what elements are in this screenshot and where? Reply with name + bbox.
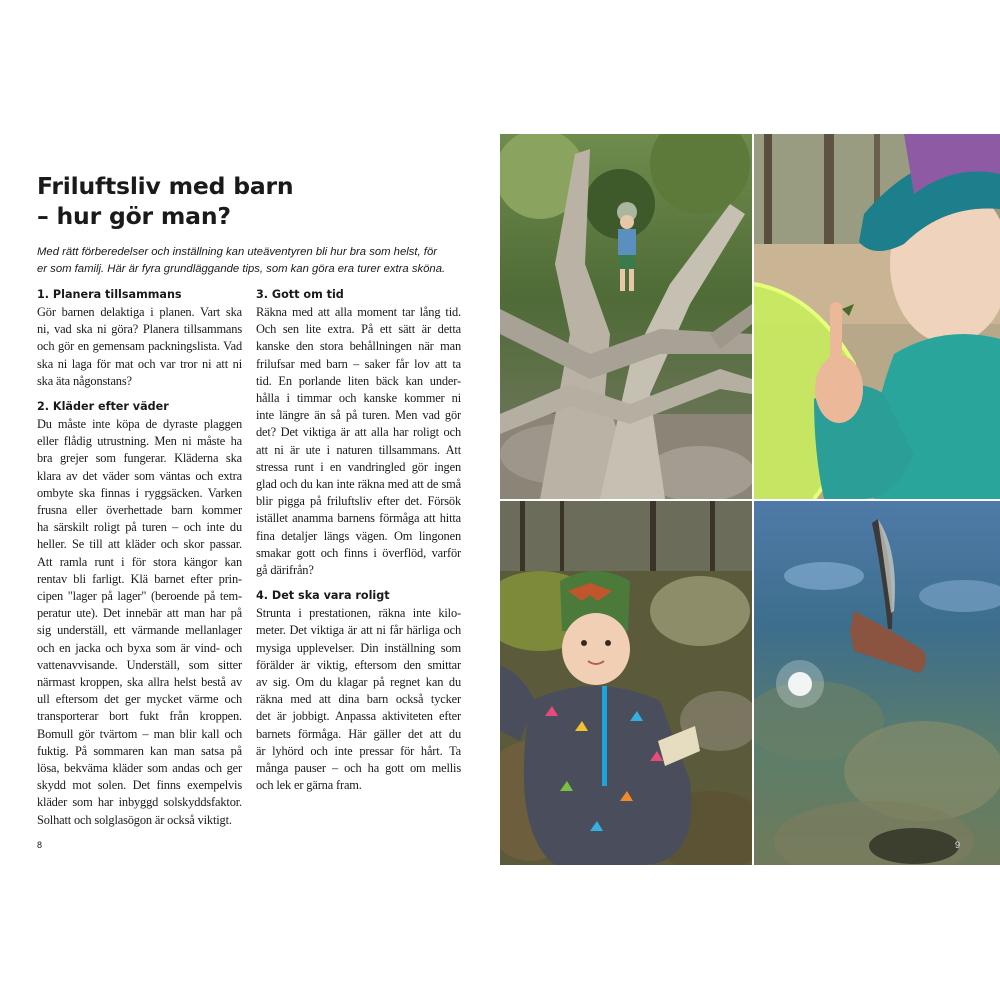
body-line: ni, vad ska ni göra? Planera tillsammans [37,322,242,337]
section-fun [256,588,461,794]
body-line: heller. Se till att kläder och skor passar. [37,537,242,552]
body-line: av sig. Om du klagar på regnet kan du [256,675,461,690]
section-clothes [37,399,242,829]
body-line: att ni är ute i naturen tillsammans. Att [256,442,461,457]
section-time [256,287,461,579]
body-line: ull eftersom det ger mycket värme och [37,692,242,707]
body-line: klara av det väder som väntas och extra [37,468,242,483]
page-title [37,171,477,231]
body-line: skydd mot solen. Det finns exempelvis [37,778,242,793]
body-line: Bomull gör tvärtom – man blir kall och [37,726,242,741]
intro-text [37,244,465,278]
body-line: tid. En porlande liten bäck kan under- [256,373,461,388]
body-line: Att ramla runt i för stora kängor kan [37,554,242,569]
body-line: Strunta i prestationen, räkna inte kilo- [256,606,461,621]
photo-icon [754,501,1000,865]
body-line: fuktig. På sommaren kan man satsa på [37,743,242,758]
photo-child-climbing-driftwood [500,134,752,499]
body-line: istället anamma barnens förmåga att hitta [256,511,461,526]
body-line: Och sen lite extra. På ett sätt är detta [256,322,461,337]
body-line: sig underställ, ett värmande mellanlager [37,623,242,638]
intro-line-1: Med rätt förberedelser och inställning kan uteäventyren bli hur bra som helst, för [37,246,437,258]
title-line-1: Friluftsliv med barn [37,172,294,200]
body-line: stressa runt i en vandringled gör ingen [256,459,461,474]
body-line: frilufsar med barn – saker får lov att ta [256,356,461,371]
body-line: det är jobbigt. Anpassa aktiviteten efter [256,709,461,724]
body-line: bra grejer som fungerar. Kläderna ska [37,451,242,466]
body-line: är lyhörd och inte pressar för hårt. Ta [256,743,461,758]
body-line: och lek er gärna fram. [256,778,362,793]
body-line: och gör en gemensam packningslista. Vad [37,339,242,354]
body-line: blir pigga på friluftsliv efter det. Försök [256,494,461,509]
section-body [256,304,461,579]
page-number-right: 9 [955,840,961,850]
body-line: och en jacka och byxa som är vind- och [37,640,242,655]
body-line: hålla i timmar och kanske kommer ni [256,391,461,406]
body-line: kanske den stora behållningen när man [256,339,461,354]
body-line: närmast kroppen, ska allra helst bestå av [37,675,242,690]
text-column-left [37,287,242,838]
body-line: fina detaljer längs vägen. Om lingonen [256,528,461,543]
body-line: Du måste inte köpa de dyraste plaggen [37,417,242,432]
section-body [37,416,242,829]
body-line: smakar gott och finns i överflöd, varför [256,545,461,560]
body-line: räkna med att dina barn också tycker [256,692,461,707]
title-line-2: – hur gör man? [37,202,231,230]
body-line: gå därifrån? [256,563,314,578]
body-line: det? Det viktiga är att alla har roligt och [256,425,461,440]
body-line: ombyte ska finnas i ryggsäcken. Varken [37,485,242,500]
photo-bark-boat-on-water [754,501,1000,865]
body-line: Gör barnen delaktiga i planen. Vart ska [37,305,242,319]
section-body [256,605,461,794]
page-number-left: 8 [37,840,43,850]
photo-child-with-net [754,134,1000,499]
body-line: Räkna med att alla moment tar lång tid. [256,305,461,319]
body-line: många pauser – och ha gott om mellis [256,761,461,776]
photo-icon [500,134,752,499]
text-column-right [256,287,461,803]
body-line: ska ni laga för mat och var tror ni att ni [37,356,242,371]
photo-icon [500,501,752,865]
body-line: cipen "lager på lager" (beroende på tem- [37,589,242,604]
photo-toddler-in-forest [500,501,752,865]
section-plan [37,287,242,390]
body-line: inte längre än så på turen. Men vad gör [256,408,461,423]
body-line: frusna eller överhettade barn kommer [37,503,242,518]
body-line: barnets förmåga. Här gäller det att du [256,726,461,741]
section-heading: 1. Planera tillsammans [37,288,182,301]
body-line: förälder är viktig, eftersom den smittar [256,657,461,672]
body-line: vattenavvisande. Underställ, som sitter [37,657,242,672]
body-line: rentav bli farligt. Klä barnet efter prin- [37,571,242,586]
photo-icon [754,134,1000,499]
body-line: Solhatt och solglasögon är också viktigt. [37,812,232,827]
section-heading: 2. Kläder efter väder [37,400,169,414]
body-line: ska äta någonstans? [37,373,132,388]
body-line: ha särskilt roligt på turen – och inte du [37,520,242,535]
body-line: eller flådig utrustning. Men ni måste ha [37,434,242,449]
body-line: meter. Det viktiga är att ni får härliga och [256,623,461,638]
body-line: mysiga upplevelser. Din inställning som [256,640,461,655]
section-heading: 3. Gott om tid [256,288,344,301]
body-line: lösa, bekväma kläder som andas och ger [37,761,242,776]
section-heading: 4. Det ska vara roligt [256,589,390,603]
body-line: kläder som har inbyggd solskyddsfaktor. [37,795,242,810]
body-line: glad och du kan inte räkna med att de små [256,477,461,492]
body-line: peratur ute). Det innebär att man har på [37,606,242,621]
intro-line-2: er som familj. Här är fyra grundläggande tips, som kan göra era turer extra sköna. [37,263,446,275]
section-body [37,304,242,390]
body-line: transporterar bort fukt från kroppen. [37,709,242,724]
